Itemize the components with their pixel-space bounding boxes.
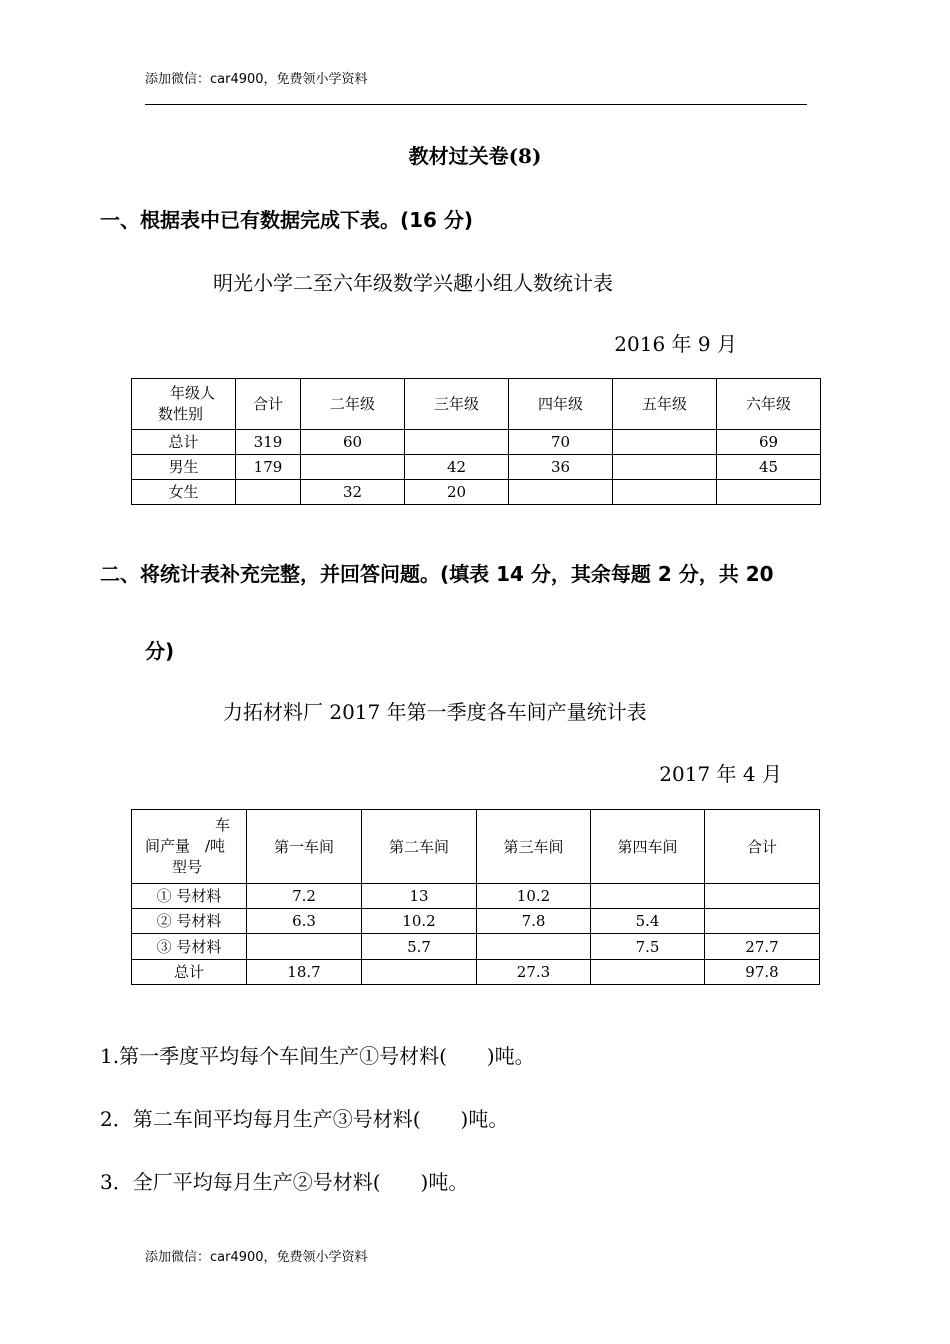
column-header: 第四车间 [591,810,705,884]
row-label: 女生 [132,480,236,505]
column-header: 三年级 [405,379,509,430]
table-cell [477,934,591,960]
table-cell: 60 [301,430,405,455]
row-label: 男生 [132,455,236,480]
table-cell [613,455,717,480]
corner-line: 年级人 [169,384,215,402]
table-cell: 70 [509,430,613,455]
question-2: 2．第二车间平均每月生产③号材料( )吨。 [100,1107,509,1131]
table-row [132,884,820,909]
table-cell [509,480,613,505]
table1-caption: 明光小学二至六年级数学兴趣小组人数统计表 [213,271,613,295]
table-cell: 20 [405,480,509,505]
corner-line: 型号 [172,858,203,876]
column-header: 四年级 [509,379,613,430]
footer-note: 添加微信：car4900，免费领小学资料 [145,1250,368,1265]
row-label: 总计 [132,430,236,455]
table-cell: 6.3 [247,909,362,934]
table-cell [705,884,820,909]
table-cell [591,884,705,909]
column-header: 第一车间 [247,810,362,884]
table-cell [613,480,717,505]
table-cell: 7.5 [591,934,705,960]
table-cell [613,430,717,455]
question-1: 1.第一季度平均每个车间生产①号材料( )吨。 [100,1044,535,1068]
table-cell: 7.2 [247,884,362,909]
table-cell: 5.4 [591,909,705,934]
table2-date: 2017 年 4 月 [659,762,782,786]
table2-caption: 力拓材料厂 2017 年第一季度各车间产量统计表 [223,700,647,724]
table-cell: 69 [717,430,821,455]
corner-line: 数性别 [158,405,204,423]
column-header: 合计 [705,810,820,884]
table-cell: 27.3 [477,960,591,985]
row-label: ② 号材料 [132,909,247,934]
table-cell [591,960,705,985]
corner-line: 间产量 /吨 [145,837,226,855]
table-cell [717,480,821,505]
section2-heading-line2: 分) [145,639,175,663]
table1-corner-header [132,379,236,430]
table-cell: 36 [509,455,613,480]
question-3: 3．全厂平均每月生产②号材料( )吨。 [100,1170,469,1194]
table-row [132,430,821,455]
table-cell: 10.2 [362,909,477,934]
column-header: 六年级 [717,379,821,430]
table-cell [247,934,362,960]
table1-date: 2016 年 9 月 [614,332,737,356]
table-cell [301,455,405,480]
row-label: ③ 号材料 [132,934,247,960]
table2-corner-header [132,810,247,884]
table-row [132,909,820,934]
table-cell: 32 [301,480,405,505]
table-row [132,455,821,480]
header-divider [145,104,807,105]
table-row [132,960,820,985]
column-header: 第三车间 [477,810,591,884]
table-cell [362,960,477,985]
table-row [132,934,820,960]
table-cell: 45 [717,455,821,480]
column-header: 第二车间 [362,810,477,884]
table-cell: 179 [236,455,301,480]
row-label: 总计 [132,960,247,985]
column-header: 五年级 [613,379,717,430]
table-cell [236,480,301,505]
table-cell: 7.8 [477,909,591,934]
corner-line: 车 [214,816,230,834]
table-cell: 13 [362,884,477,909]
header-note: 添加微信：car4900，免费领小学资料 [145,72,368,87]
page-title: 教材过关卷(8) [408,144,542,168]
section2-heading-line1: 二、将统计表补充完整，并回答问题。(填表 14 分，其余每题 2 分，共 20 [100,562,774,586]
section2-heading [100,558,774,664]
table-row [132,480,821,505]
column-header: 合计 [236,379,301,430]
section1-heading: 一、根据表中已有数据完成下表。(16 分) [100,208,474,232]
table-cell: 319 [236,430,301,455]
table-cell [705,909,820,934]
table2 [131,809,820,985]
table-cell: 5.7 [362,934,477,960]
table-cell: 97.8 [705,960,820,985]
table-cell [405,430,509,455]
table-cell: 10.2 [477,884,591,909]
table-cell: 42 [405,455,509,480]
row-label: ① 号材料 [132,884,247,909]
table-cell: 18.7 [247,960,362,985]
column-header: 二年级 [301,379,405,430]
table-cell: 27.7 [705,934,820,960]
table1 [131,378,821,505]
